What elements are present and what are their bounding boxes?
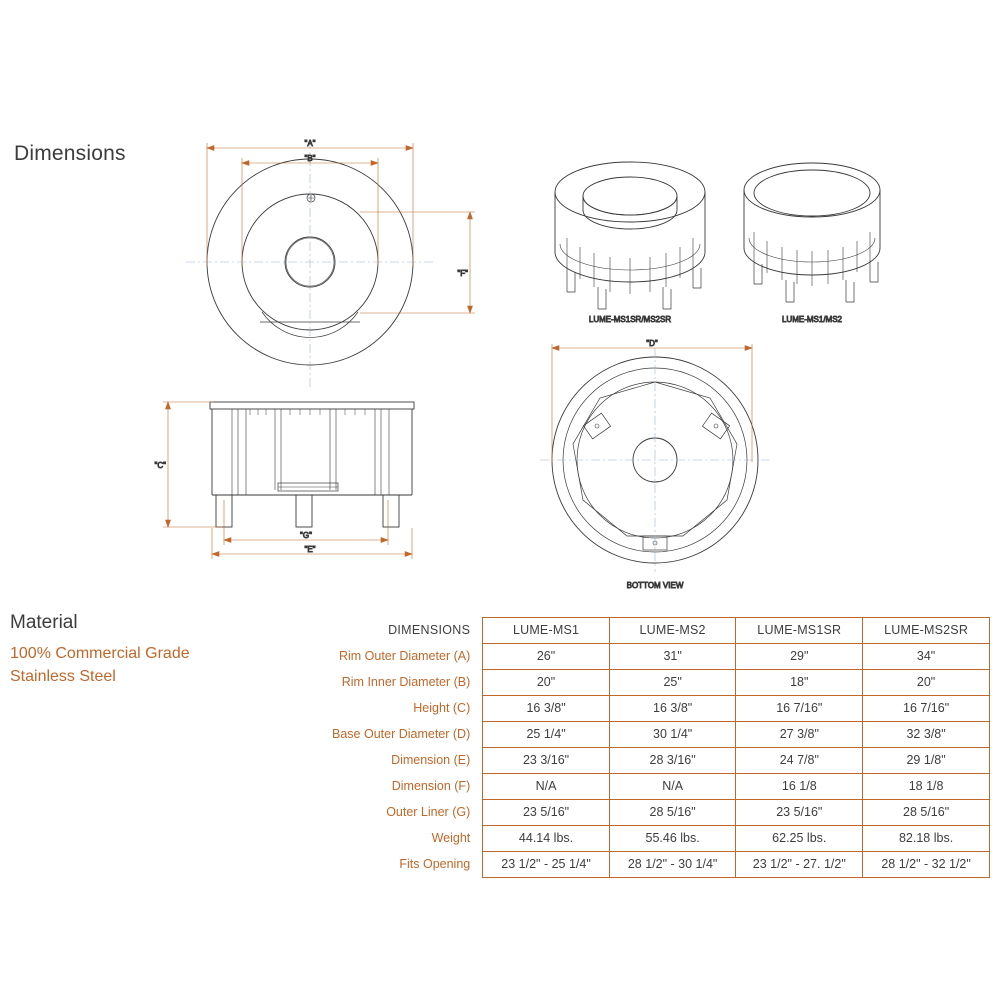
callout-d: "D" [646,339,658,348]
cell-value: 18" [736,670,863,696]
caption-iso-left: LUME-MS1SR/MS2SR [588,315,672,324]
material-line-2: Stainless Steel [10,668,116,686]
cell-value: 23 5/16" [483,800,610,826]
front-section-view [210,402,414,527]
callout-a: "A" [304,139,316,148]
cell-value: 55.46 lbs. [609,826,736,852]
cell-value: 27 3/8" [736,722,863,748]
cell-value: 26" [483,644,610,670]
iso-view-right [744,163,880,302]
cell-value: 16 7/16" [863,696,990,722]
cell-value: 28 5/16" [863,800,990,826]
cell-value: N/A [609,774,736,800]
cell-value: 29" [736,644,863,670]
column-header-ms1sr: LUME-MS1SR [736,618,863,644]
row-label: Rim Inner Diameter (B) [341,674,471,689]
table-header-row [202,618,990,644]
row-label: Rim Outer Diameter (A) [338,648,471,663]
row-label: Dimension (E) [391,752,471,767]
cell-value: 23 1/2" - 27. 1/2" [736,852,863,878]
cell-value: 16 3/8" [483,696,610,722]
cell-value: 82.18 lbs. [863,826,990,852]
table-row [202,826,990,852]
table-row [202,722,990,748]
callout-f: "F" [457,269,468,278]
row-label: Fits Opening [399,856,471,871]
row-label: Height (C) [413,700,471,715]
cell-value: 28 3/16" [609,748,736,774]
cell-value: 29 1/8" [863,748,990,774]
page-title: Dimensions [14,142,126,165]
cell-value: 24 7/8" [736,748,863,774]
cell-value: 28 1/2" - 32 1/2" [863,852,990,878]
row-label: Dimension (F) [391,778,471,793]
row-label: Base Outer Diameter (D) [332,726,471,741]
cell-value: 25" [609,670,736,696]
callout-g: "G" [300,531,312,540]
row-label: Weight [431,830,471,845]
cell-value: 28 1/2" - 30 1/4" [609,852,736,878]
cell-value: 25 1/4" [483,722,610,748]
cell-value: 31" [609,644,736,670]
table-row [202,800,990,826]
cell-value: 62.25 lbs. [736,826,863,852]
specifications-table [202,617,990,878]
cell-value: 30 1/4" [609,722,736,748]
table-row [202,852,990,878]
material-line-1: 100% Commercial Grade [10,645,190,662]
cell-value: 34" [863,644,990,670]
cell-value: 23 3/16" [483,748,610,774]
cell-value: 18 1/8 [863,774,990,800]
cell-value: 20" [483,670,610,696]
callout-b: "B" [304,154,316,163]
column-header-ms1: LUME-MS1 [483,618,610,644]
cell-value: 16 7/16" [736,696,863,722]
row-label: Outer Liner (G) [386,804,471,819]
cell-value: 32 3/8" [863,722,990,748]
table-row [202,696,990,722]
callout-e: "E" [304,545,316,554]
cell-value: 23 1/2" - 25 1/4" [483,852,610,878]
cell-value: 23 5/16" [736,800,863,826]
table-row [202,774,990,800]
cell-value: 16 1/8 [736,774,863,800]
table-row [202,670,990,696]
callout-c: "C" [154,461,166,470]
cell-value: 16 3/8" [609,696,736,722]
column-header-dimensions: DIMENSIONS [388,622,471,637]
table-row [202,748,990,774]
iso-view-left [555,162,705,309]
material-title: Material [10,612,78,633]
caption-iso-right: LUME-MS1/MS2 [781,315,843,324]
cell-value: 28 5/16" [609,800,736,826]
column-header-ms2: LUME-MS2 [609,618,736,644]
caption-bottom-view: BOTTOM VIEW [626,581,684,590]
cell-value: N/A [483,774,610,800]
column-header-ms2sr: LUME-MS2SR [863,618,990,644]
cell-value: 44.14 lbs. [483,826,610,852]
cell-value: 20" [863,670,990,696]
table-row [202,644,990,670]
